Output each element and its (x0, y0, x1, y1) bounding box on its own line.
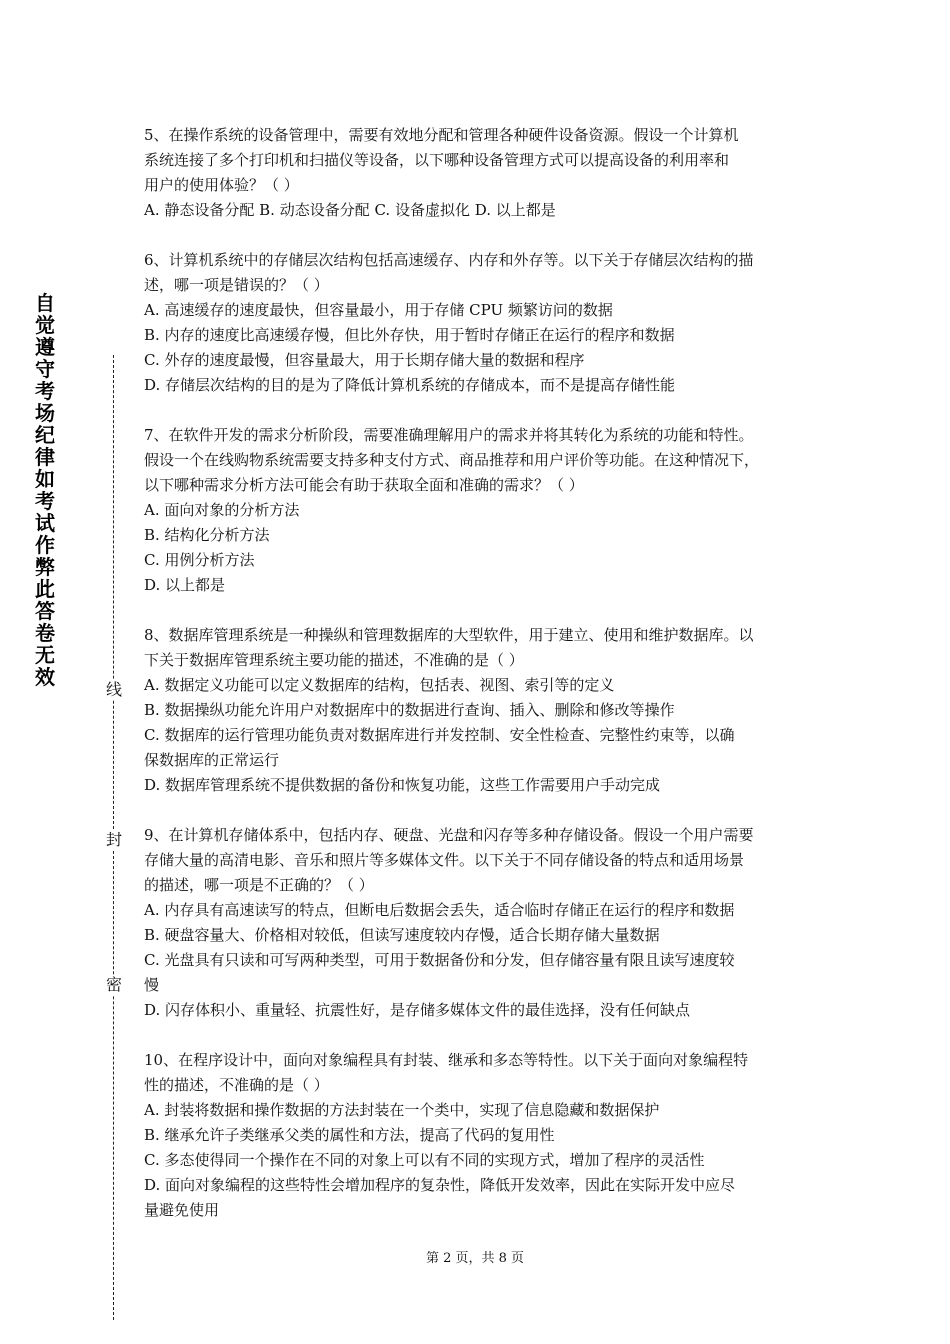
question-stem-line: 系统连接了多个打印机和扫描仪等设备，以下哪种设备管理方式可以提高设备的利用率和 (144, 151, 730, 169)
question-10 (144, 1048, 824, 1223)
option-a: A. 面向对象的分析方法 (144, 501, 300, 519)
seal-char-line: 线 (105, 680, 122, 699)
question-stem-line: 性的描述，不准确的是（ ） (144, 1076, 329, 1094)
question-stem-line: 用户的使用体验？（ ） (144, 176, 299, 194)
question-9 (144, 823, 824, 1023)
seal-char-secret: 密 (105, 975, 122, 994)
option-c: C. 数据库的运行管理功能负责对数据库进行并发控制、安全性检查、完整性约束等，以确 (144, 726, 735, 744)
page-number: 第 2 页，共 8 页 (425, 1251, 525, 1266)
question-stem-line: 10、在程序设计中，面向对象编程具有封装、继承和多态等特性。以下关于面向对象编程特 (144, 1051, 749, 1069)
question-options: A. 静态设备分配 B. 动态设备分配 C. 设备虚拟化 D. 以上都是 (144, 201, 556, 219)
question-stem-line: 5、在操作系统的设备管理中，需要有效地分配和管理各种硬件设备资源。假设一个计算机 (144, 126, 739, 144)
option-c-continued: 慢 (144, 976, 160, 994)
option-c: C. 用例分析方法 (144, 551, 255, 569)
seal-char-seal: 封 (105, 830, 122, 849)
question-stem-line: 以下哪种需求分析方法可能会有助于获取全面和准确的需求？（ ） (144, 476, 584, 494)
question-stem-line: 假设一个在线购物系统需要支持多种支付方式、商品推荐和用户评价等功能。在这种情况下， (144, 451, 760, 469)
question-stem-line: 述，哪一项是错误的？（ ） (144, 276, 329, 294)
option-c: C. 外存的速度最慢，但容量最大，用于长期存储大量的数据和程序 (144, 351, 585, 369)
question-stem-line: 9、在计算机存储体系中，包括内存、硬盘、光盘和闪存等多种存储设备。假设一个用户需要 (144, 826, 754, 844)
question-stem-line: 的描述，哪一项是不正确的？（ ） (144, 876, 374, 894)
option-a: A. 数据定义功能可以定义数据库的结构，包括表、视图、索引等的定义 (144, 676, 615, 694)
option-d: D. 面向对象编程的这些特性会增加程序的复杂性，降低开发效率，因此在实际开发中应尽 (144, 1176, 736, 1194)
question-stem-line: 6、计算机系统中的存储层次结构包括高速缓存、内存和外存等。以下关于存储层次结构的描 (144, 251, 754, 269)
question-7 (144, 423, 824, 598)
option-a: A. 高速缓存的速度最快，但容量最小，用于存储 CPU 频繁访问的数据 (144, 301, 613, 319)
question-stem-line: 存储大量的高清电影、音乐和照片等多媒体文件。以下关于不同存储设备的特点和适用场景 (144, 851, 745, 869)
option-b: B. 内存的速度比高速缓存慢，但比外存快，用于暂时存储正在运行的程序和数据 (144, 326, 675, 344)
question-stem-line: 8、数据库管理系统是一种操纵和管理数据库的大型软件，用于建立、使用和维护数据库。以 (144, 626, 754, 644)
option-b: B. 结构化分析方法 (144, 526, 270, 544)
question-8 (144, 623, 824, 798)
option-b: B. 硬盘容量大、价格相对较低，但读写速度较内存慢，适合长期存储大量数据 (144, 926, 660, 944)
option-a: A. 内存具有高速读写的特点，但断电后数据会丢失，适合临时存储正在运行的程序和数据 (144, 901, 735, 919)
question-5 (144, 123, 824, 223)
option-c-continued: 保数据库的正常运行 (144, 751, 280, 769)
option-d-continued: 量避免使用 (144, 1201, 220, 1219)
option-b: B. 继承允许子类继承父类的属性和方法，提高了代码的复用性 (144, 1126, 555, 1144)
exam-discipline-notice: 自觉遵守考场纪律如考试作弊此答卷无效 (35, 291, 55, 689)
option-b: B. 数据操纵功能允许用户对数据库中的数据进行查询、插入、删除和修改等操作 (144, 701, 675, 719)
option-d: D. 闪存体积小、重量轻、抗震性好，是存储多媒体文件的最佳选择，没有任何缺点 (144, 1001, 691, 1019)
option-d: D. 以上都是 (144, 576, 226, 594)
question-stem-line: 7、在软件开发的需求分析阶段，需要准确理解用户的需求并将其转化为系统的功能和特性。 (144, 426, 754, 444)
option-c: C. 多态使得同一个操作在不同的对象上可以有不同的实现方式，增加了程序的灵活性 (144, 1151, 705, 1169)
question-6 (144, 248, 824, 398)
option-d: D. 数据库管理系统不提供数据的备份和恢复功能，这些工作需要用户手动完成 (144, 776, 661, 794)
option-a: A. 封装将数据和操作数据的方法封装在一个类中，实现了信息隐藏和数据保护 (144, 1101, 660, 1119)
question-stem-line: 下关于数据库管理系统主要功能的描述，不准确的是（ ） (144, 651, 524, 669)
option-d: D. 存储层次结构的目的是为了降低计算机系统的存储成本，而不是提高存储性能 (144, 376, 676, 394)
question-list (144, 123, 824, 1248)
option-c: C. 光盘具有只读和可写两种类型，可用于数据备份和分发，但存储容量有限且读写速度较 (144, 951, 735, 969)
